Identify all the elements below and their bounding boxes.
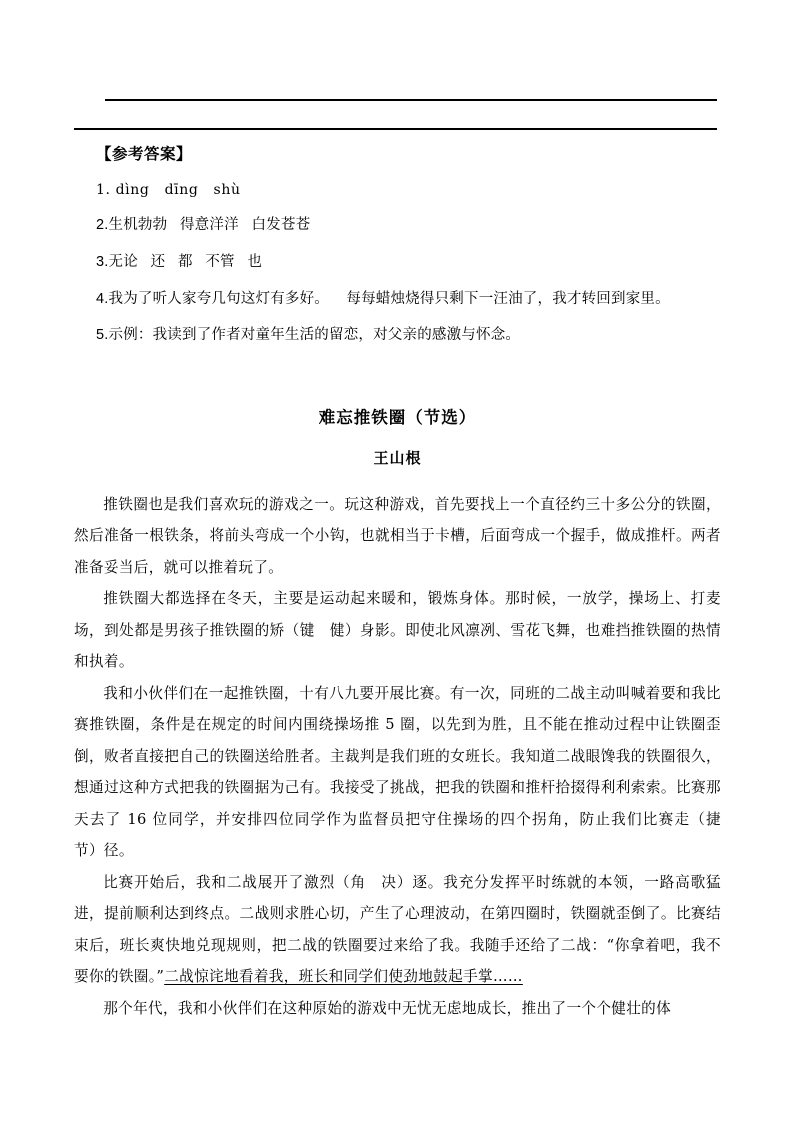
passage-body <box>74 489 736 1025</box>
answer-item-4-part2: 每每蜡烛烧得只剩下一汪油了，我才转回到家里。 <box>346 290 670 307</box>
passage-author: 王山根 <box>373 450 422 468</box>
answer-key-section <box>96 146 723 363</box>
passage-paragraph-3: 我和小伙伴们在一起推铁圈，十有八九要开展比赛。有一次，同班的二战主动叫喊着要和我比赛推铁圈，条件是在规定的时间内围绕操场推 5 圈，以先到为胜，且不能在推动过程中让铁圈歪倒，败者直接把自己的铁圈送给胜者。主裁判是我们班的女班长。我知道二战眼馋我的铁圈很久，想通过这种方式把我的铁圈据为己有。我接受了挑战，把我的铁圈和推杆拾掇得利利索索。比赛那天去了 16 位同学，并安排四位同学作为监督员把守住操场的四个拐角，防止我们比赛走（捷 节）径。 <box>74 684 736 860</box>
reading-passage <box>74 408 736 1024</box>
paragraph-4-text: 比赛开始后，我和二战展开了激烈（角 决）逐。我充分发挥平时练就的本领，一路高歌猛进，提前顺利达到终点。二战则求胜心切，产生了心理波动，在第四圈时，铁圈就歪倒了。比赛结束后，班长爽快地兑现规则，把二战的铁圈要过来给了我。我随手还给了二战：“你拿着吧，我不要你的铁圈。” <box>74 873 721 986</box>
answer-item-4-part1: 4.我为了听人家夸几句这灯有多好。 <box>96 290 329 307</box>
header-rule-top <box>105 99 717 101</box>
passage-paragraph-2: 推铁圈大都选择在冬天，主要是运动起来暖和，锻炼身体。那时候，一放学，操场上、打麦场，到处都是男孩子推铁圈的矫（键 健）身影。即使北风凛冽、雪花飞舞，也难挡推铁圈的热情和执着。 <box>74 590 721 671</box>
header-rule-bottom <box>74 128 717 130</box>
answer-item-3: 3.无论 还 都 不管 也 <box>96 254 263 271</box>
answer-item-1: 1. dìng dīng shù <box>96 181 241 198</box>
answer-item-2: 2.生机勃勃 得意洋洋 白发苍苍 <box>96 217 311 234</box>
passage-paragraph-1: 推铁圈也是我们喜欢玩的游戏之一。玩这种游戏，首先要找上一个直径约三十多公分的铁圈，然后准备一根铁条，将前头弯成一个小钩，也就相当于卡槽，后面弯成一个握手，做成推杆。两者准备妥当后，就可以推着玩了。 <box>74 495 721 576</box>
answer-item-4 <box>96 290 723 310</box>
passage-title: 难忘推铁圈（节选） <box>318 409 477 427</box>
answer-item-5: 5.示例：我读到了作者对童年生活的留恋，对父亲的感激与怀念。 <box>96 327 521 344</box>
answer-key-heading: 【参考答案】 <box>96 146 193 163</box>
passage-paragraph-4 <box>74 867 721 993</box>
passage-paragraph-5: 那个年代，我和小伙伴们在这种原始的游戏中无忧无虑地成长，推出了一个个健壮的体 <box>103 999 672 1017</box>
paragraph-4-underlined-sentence: 二战惊诧地看着我，班长和同学们使劲地鼓起手掌…… <box>164 968 523 986</box>
